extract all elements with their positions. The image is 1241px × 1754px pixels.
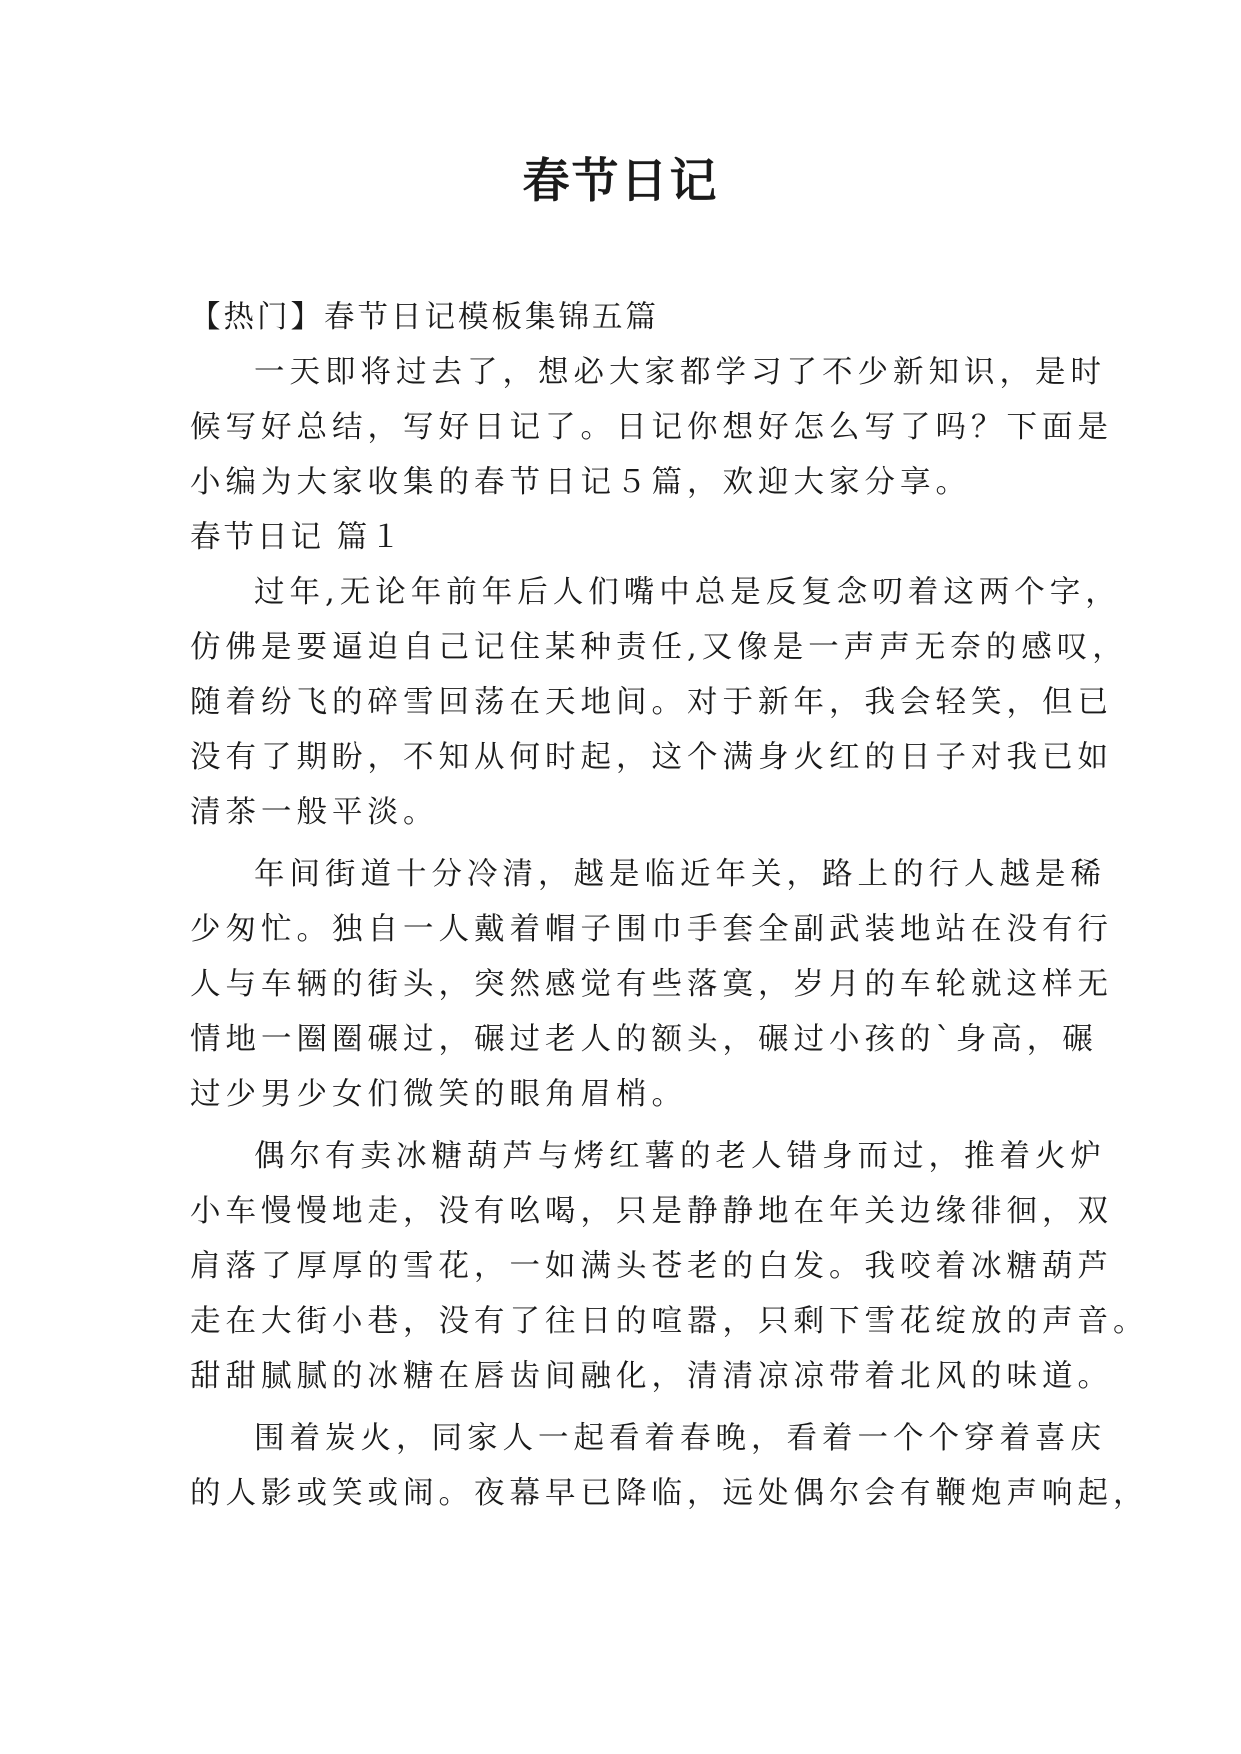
text-line: 过年,无论年前年后人们嘴中总是反复念叨着这两个字， xyxy=(254,575,1121,610)
text-line: 随着纷飞的碎雪回荡在天地间。对于新年，我会轻笑，但已 xyxy=(190,685,1113,720)
text-line: 肩落了厚厚的雪花，一如满头苍老的白发。我咬着冰糖葫芦 xyxy=(190,1249,1113,1284)
text-line: 一天即将过去了，想必大家都学习了不少新知识，是时 xyxy=(254,355,1106,390)
document-body xyxy=(190,290,1149,1521)
intro-paragraph xyxy=(190,345,1113,510)
text-line: 情地一圈圈碾过，碾过老人的额头，碾过小孩的`身高，碾 xyxy=(190,1022,1098,1057)
paragraph xyxy=(190,1129,1149,1404)
article-subtitle: 【热门】春节日记模板集锦五篇 xyxy=(190,300,659,335)
text-line: 没有了期盼，不知从何时起，这个满身火红的日子对我已如 xyxy=(190,740,1113,775)
text-line: 偶尔有卖冰糖葫芦与烤红薯的老人错身而过，推着火炉 xyxy=(254,1139,1106,1174)
page-title: 春节日记 xyxy=(522,154,719,209)
text-line: 的人影或笑或闹。夜幕早已降临，远处偶尔会有鞭炮声响起， xyxy=(190,1476,1149,1511)
text-line: 小编为大家收集的春节日记５篇，欢迎大家分享。 xyxy=(190,465,971,500)
text-line: 仿佛是要逼迫自己记住某种责任,又像是一声声无奈的感叹， xyxy=(190,630,1128,665)
text-line: 少匆忙。独自一人戴着帽子围巾手套全副武装地站在没有行 xyxy=(190,912,1113,947)
text-line: 清茶一般平淡。 xyxy=(190,795,439,830)
text-line: 甜甜腻腻的冰糖在唇齿间融化，清清凉凉带着北风的味道。 xyxy=(190,1359,1113,1394)
text-line: 围着炭火，同家人一起看着春晚，看着一个个穿着喜庆 xyxy=(254,1421,1106,1456)
section-heading: 春节日记 篇１ xyxy=(190,520,404,555)
text-line: 小车慢慢地走，没有吆喝，只是静静地在年关边缘徘徊，双 xyxy=(190,1194,1113,1229)
text-line: 过少男少女们微笑的眼角眉梢。 xyxy=(190,1077,687,1112)
paragraph xyxy=(190,1411,1149,1521)
text-line: 人与车辆的街头，突然感觉有些落寞，岁月的车轮就这样无 xyxy=(190,967,1113,1002)
paragraph xyxy=(190,565,1128,840)
text-line: 年间街道十分冷清，越是临近年关，路上的行人越是稀 xyxy=(254,857,1106,892)
paragraph xyxy=(190,847,1113,1122)
text-line: 走在大街小巷，没有了往日的喧嚣，只剩下雪花绽放的声音。 xyxy=(190,1304,1149,1339)
text-line: 候写好总结，写好日记了。日记你想好怎么写了吗？下面是 xyxy=(190,410,1113,445)
